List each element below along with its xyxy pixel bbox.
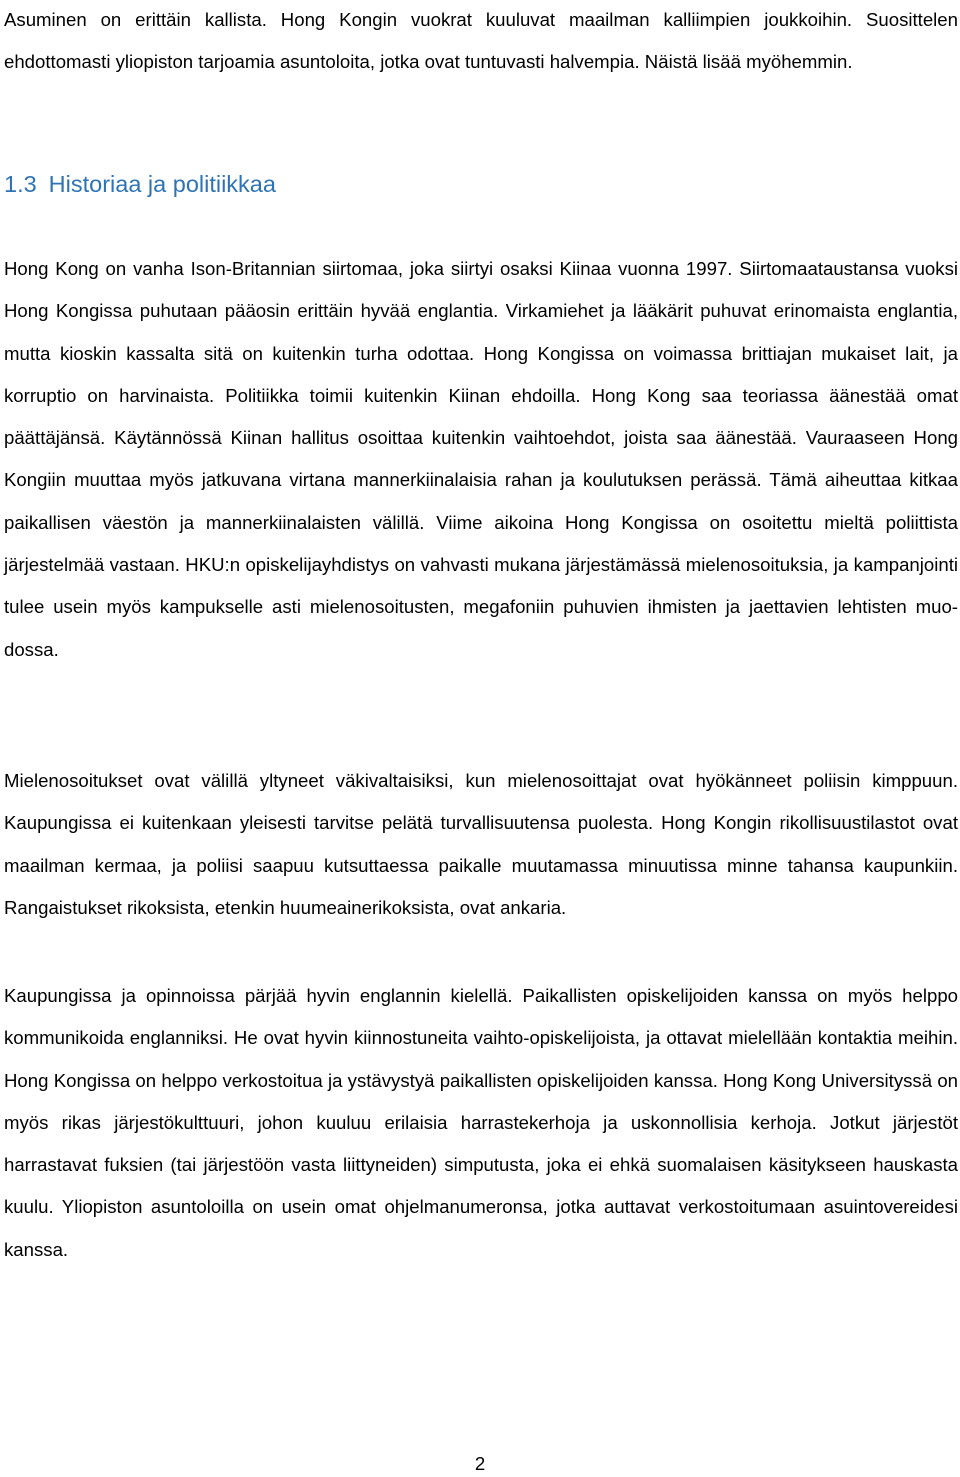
intro-paragraph: Asuminen on erittäin kallista. Hong Kongin vuokrat kuuluvat maailman kalliimpien joukkoihin. Suosittelen ehdottomasti yliopiston tarjoamia asuntoloita, jotka ovat tuntuvasti halvempia. Näistä lisää myöhemmin. xyxy=(4,9,958,73)
paragraph-language: Kaupungissa ja opinnoissa pärjää hyvin englannin kielellä. Paikallisten opiskelijoiden kanssa on myös helppo kommunikoida englanniksi. He ovat hyvin kiinnostuneita vaihto-opiskelijoista, ja ottavat mielellään kontaktia meihin. Hong Kongissa on helppo verkostoitua ja ystävystyä paikallisten opiskelijoiden kanssa. Hong Kong Universityssä on myös rikas järjestökulttuuri, johon kuuluu erilaisia harrastekerhoja ja uskonnollisia kerhoja. Jotkut järjestöt harrastavat fuksien (tai järjestöön vasta liittyneiden) simputusta, joka ei ehkä suomalaisen käsitykseen hauskasta kuulu. Yliopiston asuntoloilla on usein omat ohjelmanumeronsa, jotka auttavat verkostoitumaan asuintovereidesi kanssa. xyxy=(4,985,958,1260)
section-number: 1.3 xyxy=(4,171,37,197)
paragraph-history: Hong Kong on vanha Ison-Britannian siirtomaa, joka siirtyi osaksi Kiinaa vuonna 1997. Siirtomaataustansa vuoksi Hong Kongissa puhutaan pääosin erittäin hyvää englantia. Virkamiehet ja lääkärit puhuvat erinomaista englantia, mutta kioskin kassalta sitä on kuitenkin turha odottaa. Hong Kongissa on voimassa brittiajan mukaiset lait, ja korruptio on harvinaista. Politiikka toimii kuitenkin Kiinan ehdoilla. Hong Kong saa teoriassa äänestää omat päättäjänsä. Käytännössä Kiinan hallitus osoittaa kuitenkin vaihtoehdot, joista saa äänestää. Vauraaseen Hong Kongiin muuttaa myös jatkuvana virtana mannerkiinalaisia rahan ja koulutuksen perässä. Tämä aiheuttaa kitkaa paikallisen väestön ja mannerkiinalaisten välillä. Viime aikoina Hong Kongissa on osoitettu mieltä poliittista järjestelmää vastaan. HKU:n opiskelijayhdistys on vahvasti mukana järjestämässä mielenosoituksia, ja kampanjointi tulee usein myös kampukselle asti mielenosoitusten, megafoniin puhuvien ihmisten ja jaettavien lehtisten muodossa. xyxy=(4,258,958,660)
section-heading xyxy=(4,166,276,202)
section-title: Historiaa ja politiikkaa xyxy=(48,171,276,197)
paragraph-safety: Mielenosoitukset ovat välillä yltyneet väkivaltaisiksi, kun mielenosoittajat ovat hyökänneet poliisin kimppuun. Kaupungissa ei kuitenkaan yleisesti tarvitse pelätä turvallisuutensa puolesta. Hong Kongin rikollisuustilastot ovat maailman kermaa, ja poliisi saapuu kutsuttaessa paikalle muutamassa minuutissa minne tahansa kaupunkiin. Rangaistukset rikoksista, etenkin huumeainerikoksista, ovat ankaria. xyxy=(4,770,958,918)
page-number: 2 xyxy=(474,1453,486,1474)
